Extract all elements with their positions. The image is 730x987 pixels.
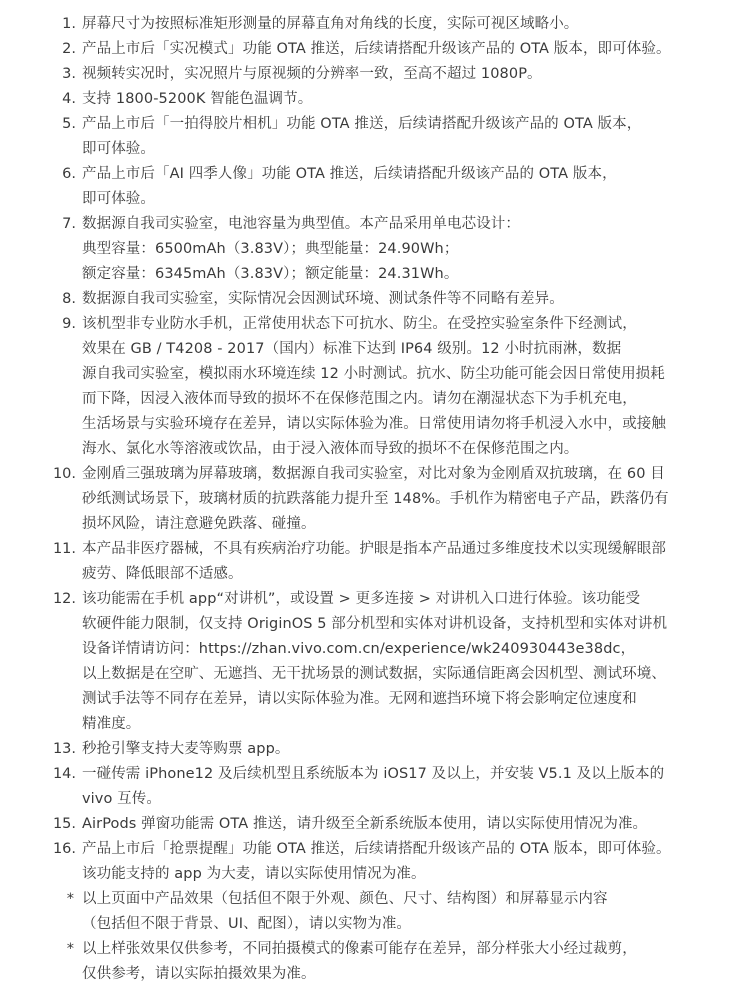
note-item-marker: 8. [62,291,76,307]
note-item-marker: 2. [62,41,76,57]
note-item [0,12,730,37]
note-item-text [82,837,730,887]
note-item-line: 产品上市后「一拍得胶片相机」功能 OTA 推送，后续请搭配升级该产品的 OTA 版本， [82,116,642,132]
footnote-item-text [82,887,730,937]
note-item [0,62,730,87]
note-item-text [82,737,730,762]
note-item-line: 源自我司实验室，模拟雨水环境连续 12 小时测试。抗水、防尘功能可能会因日常使用损耗 [82,366,665,382]
note-item-line: 本产品非医疗器械，不具有疾病治疗功能。护眼是指本产品通过多维度技术以实现缓解眼部 [82,541,666,557]
note-item-text [82,287,730,312]
note-item [0,112,730,162]
note-item-line: 设备详情请访问：https://zhan.vivo.com.cn/experience/wk240930443e38dc， [82,641,636,657]
note-item-line: 疲劳、降低眼部不适感。 [82,566,243,582]
note-item [0,37,730,62]
note-item-line: 砂纸测试场景下，玻璃材质的抗跌落能力提升至 148%。手机作为精密电子产品，跌落仍有 [82,491,669,507]
note-item [0,837,730,887]
note-item-marker: 14. [52,766,76,782]
note-item-text [82,162,730,212]
note-item-line: 数据源自我司实验室，电池容量为典型值。本产品采用单电芯设计： [82,216,520,232]
footnote-item [0,937,730,987]
note-item-marker: 13. [52,741,76,757]
note-item-line: 该功能支持的 app 为大麦，请以实际使用情况为准。 [82,866,426,882]
note-item-line: 以上数据是在空旷、无遮挡、无干扰场景的测试数据，实际通信距离会因机型、测试环境、 [82,666,666,682]
footnote-item [0,887,730,937]
footnote-item-text [82,937,730,987]
note-item-text [82,462,730,537]
footnote-item-line: 以上页面中产品效果（包括但不限于外观、颜色、尺寸、结构图）和屏幕显示内容 [82,891,608,907]
note-item-text [82,212,730,287]
note-item-marker: 6. [62,166,76,182]
note-item-text [82,587,730,737]
note-item-text [82,762,730,812]
note-item-line: 支持 1800-5200K 智能色温调节。 [82,91,313,107]
note-item-line: 生活场景与实验环境存在差异，请以实际体验为准。日常使用请勿将手机浸入水中，或接触 [82,416,666,432]
note-item-marker: 15. [52,816,76,832]
note-item-line: 该功能需在手机 app“对讲机”，或设置 > 更多连接 > 对讲机入口进行体验。该功能受 [82,591,641,607]
note-item [0,287,730,312]
note-item [0,737,730,762]
note-item-line: 额定容量：6345mAh（3.83V）；额定能量：24.31Wh。 [82,266,459,282]
note-item-text [82,87,730,112]
note-item-line: 精准度。 [82,716,141,732]
note-item-text [82,112,730,162]
note-item-line: 而下降，因浸入液体而导致的损坏不在保修范围之内。请勿在潮湿状态下为手机充电， [82,391,637,407]
note-item-marker: 4. [62,91,76,107]
footnotes-list [0,887,730,987]
note-item-line: 产品上市后「抢票提醒」功能 OTA 推送，后续请搭配升级该产品的 OTA 版本，即可体验。 [82,841,671,857]
note-item-text [82,812,730,837]
numbered-notes-list [0,12,730,887]
note-item-marker: 12. [52,591,76,607]
note-item-line: 效果在 GB / T4208 - 2017（国内）标准下达到 IP64 级别。12 小时抗雨淋，数据 [82,341,622,357]
note-item-line: 产品上市后「AI 四季人像」功能 OTA 推送，后续请搭配升级该产品的 OTA 版本， [82,166,617,182]
note-item-text [82,537,730,587]
footnote-item-line: 仅供参考，请以实际拍摄效果为准。 [82,966,316,982]
footnote-item-line: （包括但不限于背景、UI、配图），请以实物为准。 [82,916,412,932]
note-item [0,537,730,587]
note-item-line: 秒抢引擎支持大麦等购票 app。 [82,741,290,757]
note-item-line: 该机型非专业防水手机，正常使用状态下可抗水、防尘。在受控实验室条件下经测试， [82,316,637,332]
note-item-marker: 10. [52,466,76,482]
note-item-marker: 7. [62,216,76,232]
note-item-marker: 11. [52,541,76,557]
note-item-line: 测试手法等不同存在差异，请以实际体验为准。无网和遮挡环境下将会影响定位速度和 [82,691,637,707]
note-item-text [82,312,730,462]
note-item [0,87,730,112]
disclaimer-notes [0,12,730,987]
note-item-line: 金刚盾三强玻璃为屏幕玻璃，数据源自我司实验室，对比对象为金刚盾双抗玻璃，在 60 目 [82,466,665,482]
note-item [0,162,730,212]
note-item-text [82,37,730,62]
note-item-line: vivo 互传。 [82,791,161,807]
note-item-line: 软硬件能力限制，仅支持 OriginOS 5 部分机型和实体对讲机设备，支持机型和实体对讲机 [82,616,668,632]
note-item-line: 产品上市后「实况模式」功能 OTA 推送，后续请搭配升级该产品的 OTA 版本，即可体验。 [82,41,671,57]
footnote-item-marker: * [66,891,74,907]
note-item [0,762,730,812]
note-item-line: 海水、氯化水等溶液或饮品，由于浸入液体而导致的损坏不在保修范围之内。 [82,441,579,457]
note-item [0,462,730,537]
note-item-text [82,62,730,87]
note-item-marker: 5. [62,116,76,132]
note-item [0,312,730,462]
note-item [0,812,730,837]
note-item-marker: 16. [52,841,76,857]
note-item-marker: 1. [62,16,76,32]
note-item-marker: 3. [62,66,76,82]
note-item-marker: 9. [62,316,76,332]
note-item-line: 即可体验。 [82,141,155,157]
note-item-line: 屏幕尺寸为按照标准矩形测量的屏幕直角对角线的长度，实际可视区域略小。 [82,16,579,32]
note-item [0,587,730,737]
note-item-line: 数据源自我司实验室，实际情况会因测试环境、测试条件等不同略有差异。 [82,291,564,307]
note-item-line: 即可体验。 [82,191,155,207]
footnote-item-line: 以上样张效果仅供参考，不同拍摄模式的像素可能存在差异，部分样张大小经过裁剪， [82,941,637,957]
note-item-line: 视频转实况时，实况照片与原视频的分辨率一致，至高不超过 1080P。 [82,66,542,82]
note-item-line: 典型容量：6500mAh（3.83V）；典型能量：24.90Wh； [82,241,459,257]
note-item-line: 损坏风险，请注意避免跌落、碰撞。 [82,516,316,532]
note-item-text [82,12,730,37]
note-item-line: 一碰传需 iPhone12 及后续机型且系统版本为 iOS17 及以上，并安装 V5.1 及以上版本的 [82,766,665,782]
note-item-line: AirPods 弹窗功能需 OTA 推送，请升级至全新系统版本使用，请以实际使用情况为准。 [82,816,648,832]
note-item [0,212,730,287]
footnote-item-marker: * [66,941,74,957]
